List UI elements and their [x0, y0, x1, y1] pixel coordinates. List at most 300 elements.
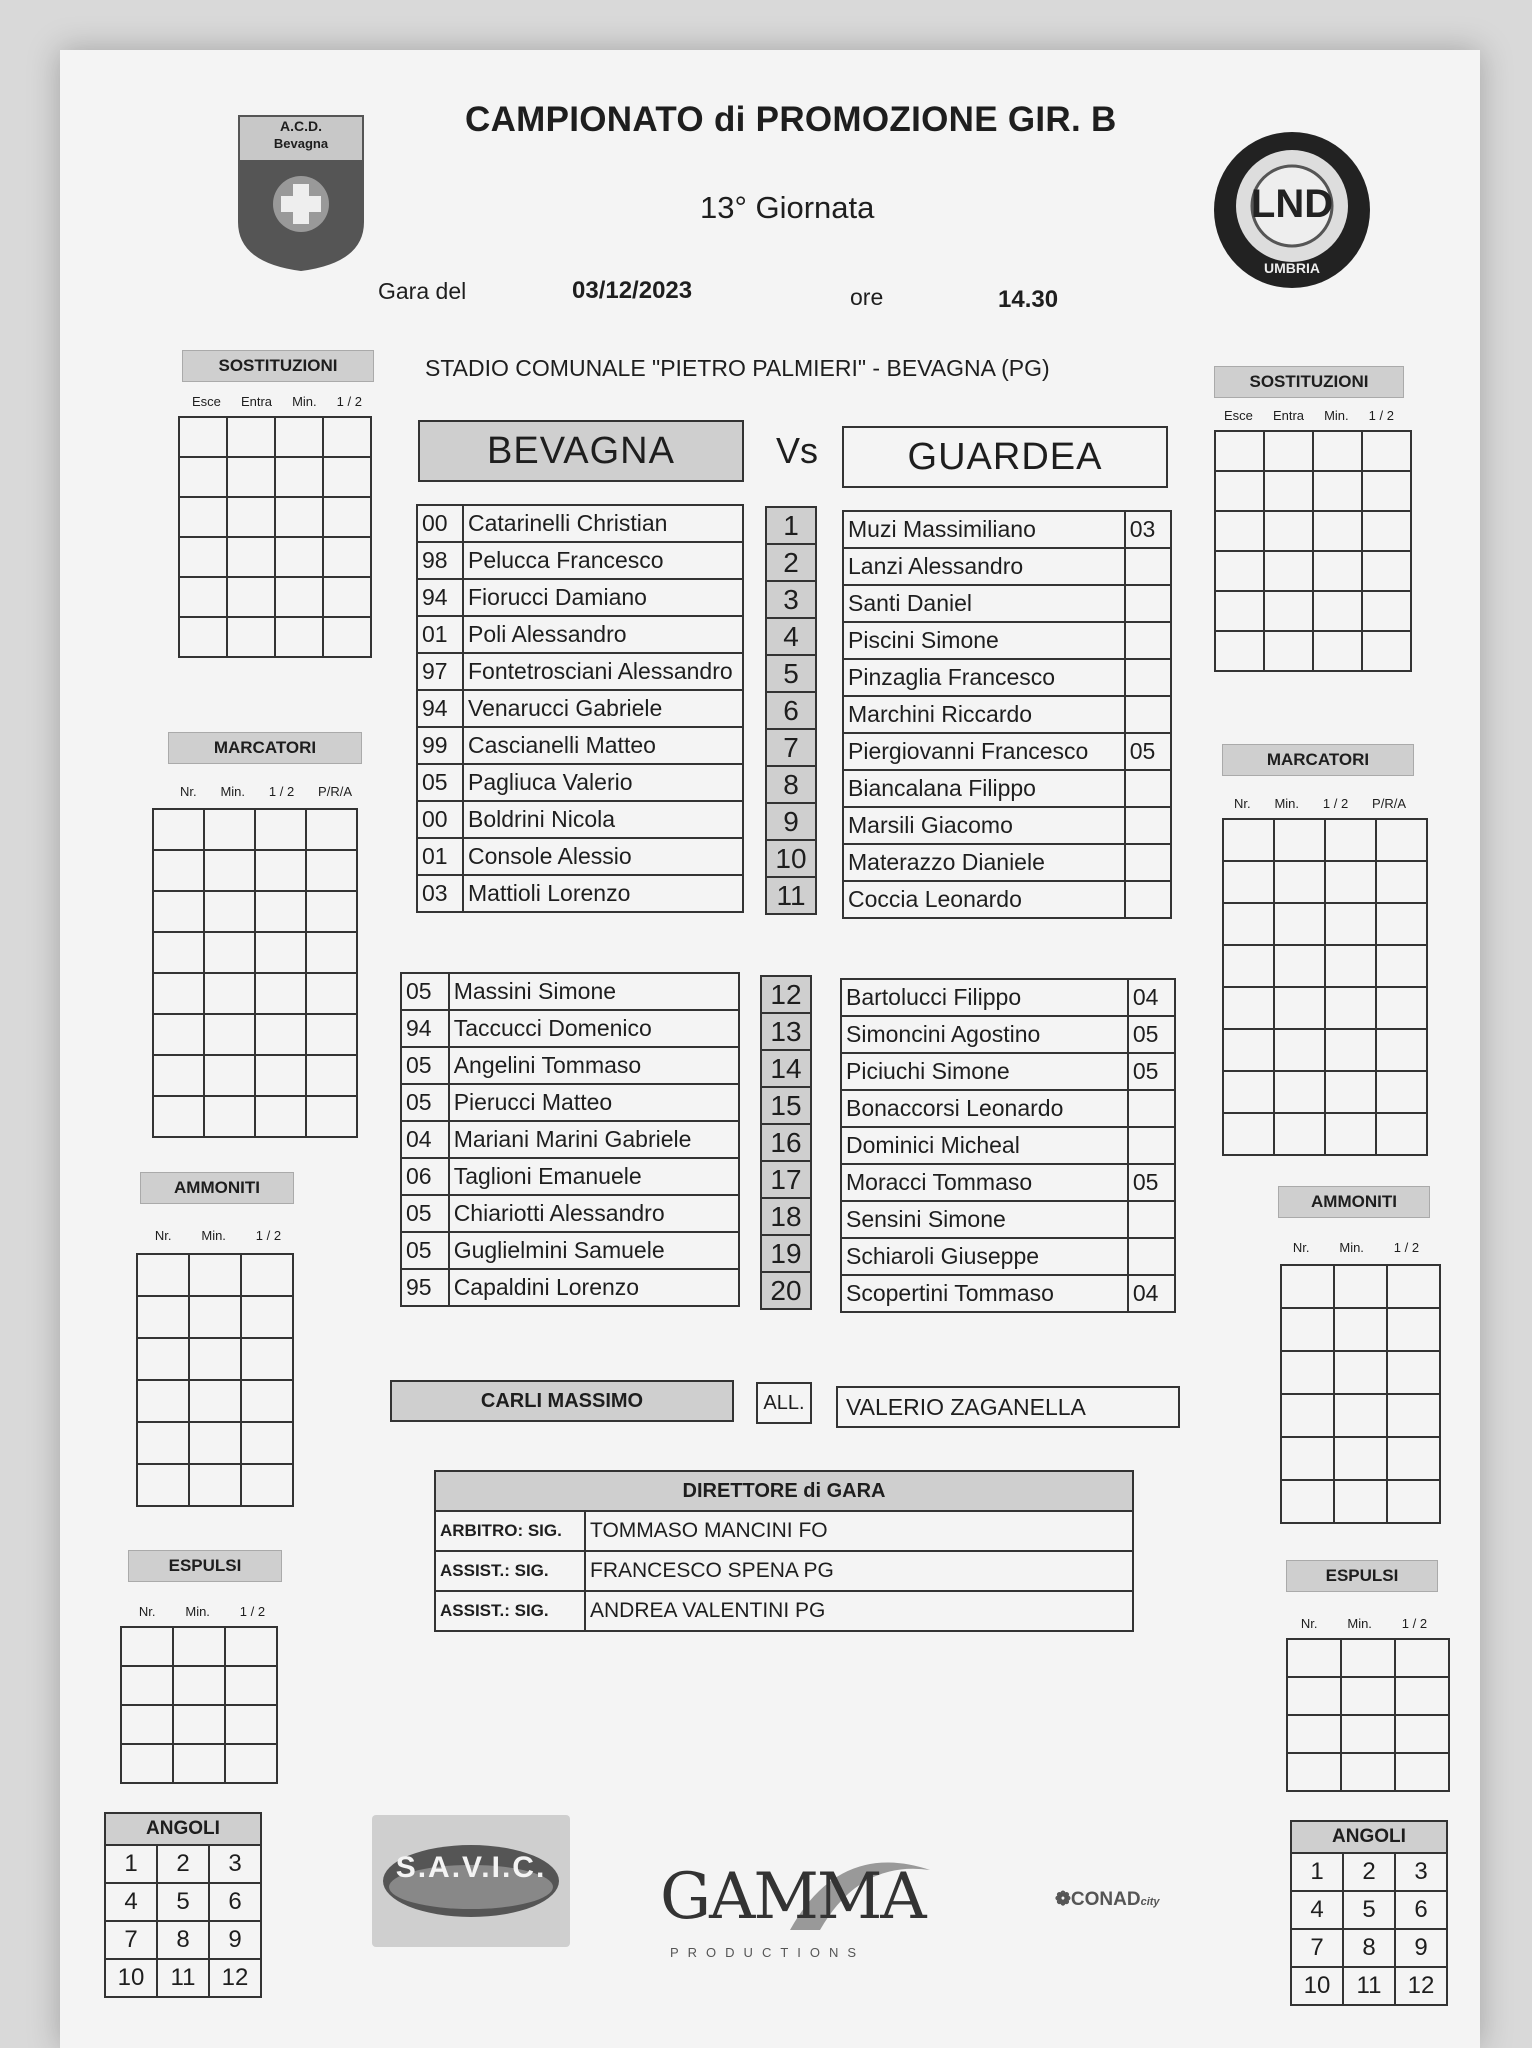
player-birth-year: [1125, 622, 1171, 659]
angoli-row: [105, 1845, 261, 1883]
empty-cell[interactable]: [1274, 1029, 1325, 1071]
corner-number: 12: [1395, 1967, 1447, 2005]
player-name: Mattioli Lorenzo: [463, 875, 743, 912]
empty-cell[interactable]: [1334, 1480, 1387, 1523]
empty-cell[interactable]: [1313, 511, 1362, 551]
empty-cell[interactable]: [121, 1666, 173, 1705]
conad-text: CONAD: [1070, 1889, 1141, 1910]
shirt-number-row: [766, 618, 816, 655]
grid-row: [153, 891, 357, 932]
empty-cell[interactable]: [153, 1096, 204, 1137]
empty-cell[interactable]: [204, 973, 255, 1014]
empty-cell[interactable]: [255, 850, 306, 891]
empty-cell[interactable]: [179, 457, 227, 497]
empty-cell[interactable]: [1376, 861, 1427, 903]
empty-cell[interactable]: [153, 809, 204, 850]
player-name: Piciuchi Simone: [841, 1053, 1128, 1090]
empty-cell[interactable]: [306, 1096, 357, 1137]
player-name: Fiorucci Damiano: [463, 579, 743, 616]
player-row: [417, 838, 743, 875]
left-ammoniti-label: AMMONITI: [140, 1172, 294, 1204]
empty-cell[interactable]: [225, 1705, 277, 1744]
empty-cell[interactable]: [225, 1627, 277, 1666]
empty-cell[interactable]: [1395, 1715, 1449, 1753]
empty-cell[interactable]: [173, 1666, 225, 1705]
referee-name: ANDREA VALENTINI PG: [585, 1591, 1133, 1631]
empty-cell[interactable]: [227, 537, 275, 577]
empty-cell[interactable]: [255, 1096, 306, 1137]
empty-cell[interactable]: [1274, 987, 1325, 1029]
corner-number: 8: [1343, 1929, 1395, 1967]
empty-cell[interactable]: [227, 497, 275, 537]
col-header: P/R/A: [1372, 796, 1407, 811]
empty-cell[interactable]: [1325, 987, 1376, 1029]
player-name: Guglielmini Samuele: [449, 1232, 739, 1269]
empty-cell[interactable]: [275, 537, 323, 577]
col-header: Nr.: [138, 1604, 156, 1619]
empty-cell[interactable]: [227, 617, 275, 657]
empty-cell[interactable]: [1215, 431, 1264, 471]
shirt-number: 17: [761, 1161, 811, 1198]
empty-cell[interactable]: [1362, 591, 1411, 631]
corner-number: 5: [157, 1883, 209, 1921]
empty-cell[interactable]: [1376, 945, 1427, 987]
empty-cell[interactable]: [204, 932, 255, 973]
empty-cell[interactable]: [1281, 1394, 1334, 1437]
empty-cell[interactable]: [1215, 471, 1264, 511]
empty-cell[interactable]: [1313, 631, 1362, 671]
player-row: [843, 696, 1171, 733]
left-sostituzioni-headers: [182, 394, 372, 409]
logo-right-subtext: UMBRIA: [1264, 260, 1320, 276]
empty-cell[interactable]: [323, 457, 371, 497]
shirt-number: 16: [761, 1124, 811, 1161]
empty-cell[interactable]: [255, 1014, 306, 1055]
empty-cell[interactable]: [189, 1464, 241, 1506]
shirt-number: 19: [761, 1235, 811, 1272]
gamma-sponsor-subtitle: PRODUCTIONS: [670, 1945, 866, 1960]
empty-cell[interactable]: [241, 1296, 293, 1338]
empty-cell[interactable]: [173, 1744, 225, 1783]
player-row: [843, 733, 1171, 770]
empty-cell[interactable]: [1223, 819, 1274, 861]
player-row: [841, 1238, 1175, 1275]
grid-row: [1223, 903, 1427, 945]
conad-suffix: city: [1140, 1896, 1160, 1908]
player-birth-year: [1128, 1238, 1175, 1275]
player-birth-year: 01: [417, 838, 463, 875]
empty-cell[interactable]: [173, 1627, 225, 1666]
empty-cell[interactable]: [1325, 903, 1376, 945]
player-birth-year: 04: [1128, 979, 1175, 1016]
empty-cell[interactable]: [1281, 1308, 1334, 1351]
empty-cell[interactable]: [255, 1055, 306, 1096]
away-coach: VALERIO ZAGANELLA: [836, 1386, 1180, 1428]
corner-number: 3: [209, 1845, 261, 1883]
empty-cell[interactable]: [204, 850, 255, 891]
empty-cell[interactable]: [1215, 511, 1264, 551]
angoli-row: [1291, 1929, 1447, 1967]
empty-cell[interactable]: [179, 497, 227, 537]
empty-cell[interactable]: [323, 497, 371, 537]
empty-cell[interactable]: [1223, 1071, 1274, 1113]
empty-cell[interactable]: [1334, 1437, 1387, 1480]
corner-number: 9: [209, 1921, 261, 1959]
empty-cell[interactable]: [153, 973, 204, 1014]
col-header: Nr.: [179, 784, 197, 799]
corner-number: 6: [209, 1883, 261, 1921]
empty-cell[interactable]: [1334, 1394, 1387, 1437]
empty-cell[interactable]: [189, 1338, 241, 1380]
grid-row: [1215, 551, 1411, 591]
col-header: Min.: [1274, 796, 1299, 811]
savic-sponsor-logo: [372, 1815, 570, 1947]
grid-row: [153, 1014, 357, 1055]
empty-cell[interactable]: [241, 1464, 293, 1506]
shirt-number-row: [766, 692, 816, 729]
col-header: 1 / 2: [1393, 1240, 1420, 1255]
player-birth-year: 03: [1125, 511, 1171, 548]
corner-number: 10: [105, 1959, 157, 1997]
empty-cell[interactable]: [306, 973, 357, 1014]
player-row: [417, 801, 743, 838]
player-birth-year: 00: [417, 801, 463, 838]
grid-row: [179, 577, 371, 617]
angoli-heading: ANGOLI: [1291, 1821, 1447, 1853]
shirt-number: 11: [766, 877, 816, 914]
empty-cell[interactable]: [1325, 819, 1376, 861]
bevagna-club-logo: [235, 112, 367, 272]
empty-cell[interactable]: [1287, 1677, 1341, 1715]
empty-cell[interactable]: [306, 1055, 357, 1096]
empty-cell[interactable]: [1223, 1029, 1274, 1071]
empty-cell[interactable]: [153, 932, 204, 973]
empty-cell[interactable]: [121, 1744, 173, 1783]
col-header: 1 / 2: [1322, 796, 1349, 811]
player-name: Sensini Simone: [841, 1201, 1128, 1238]
match-date-label: Gara del: [378, 278, 467, 304]
empty-cell[interactable]: [1313, 471, 1362, 511]
empty-cell[interactable]: [153, 891, 204, 932]
empty-cell[interactable]: [275, 497, 323, 537]
shirt-number-row: [761, 1272, 811, 1309]
empty-cell[interactable]: [255, 809, 306, 850]
conad-sponsor-logo: [1055, 1888, 1160, 1911]
home-coach: CARLI MASSIMO: [390, 1380, 734, 1422]
empty-cell[interactable]: [1215, 591, 1264, 631]
empty-cell[interactable]: [1215, 631, 1264, 671]
empty-cell[interactable]: [255, 891, 306, 932]
empty-cell[interactable]: [1264, 511, 1313, 551]
empty-cell[interactable]: [1334, 1265, 1387, 1308]
empty-cell[interactable]: [1387, 1394, 1440, 1437]
empty-cell[interactable]: [1395, 1677, 1449, 1715]
empty-cell[interactable]: [306, 809, 357, 850]
empty-cell[interactable]: [137, 1338, 189, 1380]
right-espulsi-headers: [1286, 1616, 1442, 1631]
empty-cell[interactable]: [121, 1627, 173, 1666]
player-name: Boldrini Nicola: [463, 801, 743, 838]
empty-cell[interactable]: [1376, 1113, 1427, 1155]
empty-cell[interactable]: [137, 1254, 189, 1296]
empty-cell[interactable]: [1281, 1437, 1334, 1480]
empty-cell[interactable]: [1325, 1113, 1376, 1155]
player-row: [417, 764, 743, 801]
empty-cell[interactable]: [227, 457, 275, 497]
empty-cell[interactable]: [1325, 1029, 1376, 1071]
grid-row: [1281, 1437, 1440, 1480]
empty-cell[interactable]: [1387, 1308, 1440, 1351]
empty-cell[interactable]: [137, 1380, 189, 1422]
player-row: [401, 1269, 739, 1306]
player-name: Massini Simone: [449, 973, 739, 1010]
grid-row: [1281, 1480, 1440, 1523]
corner-number: 1: [105, 1845, 157, 1883]
grid-row: [179, 417, 371, 457]
player-name: Santi Daniel: [843, 585, 1125, 622]
empty-cell[interactable]: [323, 537, 371, 577]
empty-cell[interactable]: [1274, 861, 1325, 903]
player-name: Cascianelli Matteo: [463, 727, 743, 764]
empty-cell[interactable]: [1362, 511, 1411, 551]
player-row: [841, 1090, 1175, 1127]
player-birth-year: 05: [401, 1232, 449, 1269]
empty-cell[interactable]: [225, 1666, 277, 1705]
empty-cell[interactable]: [227, 577, 275, 617]
empty-cell[interactable]: [1395, 1753, 1449, 1791]
empty-cell[interactable]: [1281, 1265, 1334, 1308]
empty-cell[interactable]: [227, 417, 275, 457]
logo-left-text-1: A.C.D.: [280, 118, 322, 134]
referee-role: ASSIST.: SIG.: [435, 1551, 585, 1591]
grid-row: [137, 1422, 293, 1464]
player-row: [843, 881, 1171, 918]
empty-cell[interactable]: [1274, 1071, 1325, 1113]
player-birth-year: 04: [401, 1121, 449, 1158]
empty-cell[interactable]: [306, 891, 357, 932]
empty-cell[interactable]: [189, 1296, 241, 1338]
empty-cell[interactable]: [204, 1055, 255, 1096]
empty-cell[interactable]: [1362, 551, 1411, 591]
empty-cell[interactable]: [1362, 471, 1411, 511]
corner-number: 3: [1395, 1853, 1447, 1891]
empty-cell[interactable]: [1215, 551, 1264, 591]
shirt-number-row: [761, 1124, 811, 1161]
empty-cell[interactable]: [225, 1744, 277, 1783]
col-header: Nr.: [1233, 796, 1251, 811]
empty-cell[interactable]: [1376, 903, 1427, 945]
angoli-row: [1291, 1891, 1447, 1929]
left-sostituzioni-grid: [178, 416, 372, 658]
empty-cell[interactable]: [1387, 1265, 1440, 1308]
empty-cell[interactable]: [153, 850, 204, 891]
player-row: [401, 1047, 739, 1084]
empty-cell[interactable]: [1341, 1639, 1395, 1677]
empty-cell[interactable]: [306, 850, 357, 891]
empty-cell[interactable]: [1264, 591, 1313, 631]
empty-cell[interactable]: [1313, 591, 1362, 631]
empty-cell[interactable]: [1376, 987, 1427, 1029]
empty-cell[interactable]: [323, 577, 371, 617]
empty-cell[interactable]: [1274, 945, 1325, 987]
empty-cell[interactable]: [121, 1705, 173, 1744]
empty-cell[interactable]: [1395, 1639, 1449, 1677]
shirt-number-row: [766, 803, 816, 840]
empty-cell[interactable]: [189, 1380, 241, 1422]
empty-cell[interactable]: [1387, 1351, 1440, 1394]
player-row: [417, 727, 743, 764]
referee-role: ARBITRO: SIG.: [435, 1511, 585, 1551]
empty-cell[interactable]: [137, 1422, 189, 1464]
empty-cell[interactable]: [275, 417, 323, 457]
empty-cell[interactable]: [1264, 431, 1313, 471]
empty-cell[interactable]: [275, 577, 323, 617]
empty-cell[interactable]: [1376, 819, 1427, 861]
empty-cell[interactable]: [1264, 471, 1313, 511]
player-name: Materazzo Dianiele: [843, 844, 1125, 881]
corner-number: 4: [105, 1883, 157, 1921]
empty-cell[interactable]: [173, 1705, 225, 1744]
gamma-sponsor-logo: GAMMA: [660, 1860, 925, 1934]
empty-cell[interactable]: [1223, 987, 1274, 1029]
empty-cell[interactable]: [1325, 861, 1376, 903]
empty-cell[interactable]: [1313, 431, 1362, 471]
right-marcatori-label: MARCATORI: [1222, 744, 1414, 776]
grid-row: [137, 1254, 293, 1296]
right-ammoniti-headers: [1278, 1240, 1434, 1255]
referee-row: [435, 1551, 1133, 1591]
empty-cell[interactable]: [1325, 1071, 1376, 1113]
empty-cell[interactable]: [153, 1055, 204, 1096]
grid-row: [1215, 631, 1411, 671]
empty-cell[interactable]: [179, 417, 227, 457]
empty-cell[interactable]: [1274, 1113, 1325, 1155]
empty-cell[interactable]: [179, 577, 227, 617]
empty-cell[interactable]: [1281, 1351, 1334, 1394]
referee-row: [435, 1591, 1133, 1631]
grid-row: [153, 850, 357, 891]
empty-cell[interactable]: [1264, 551, 1313, 591]
empty-cell[interactable]: [1313, 551, 1362, 591]
player-birth-year: 05: [401, 1195, 449, 1232]
empty-cell[interactable]: [241, 1338, 293, 1380]
empty-cell[interactable]: [241, 1254, 293, 1296]
empty-cell[interactable]: [1341, 1715, 1395, 1753]
empty-cell[interactable]: [1264, 631, 1313, 671]
empty-cell[interactable]: [306, 932, 357, 973]
player-name: Catarinelli Christian: [463, 505, 743, 542]
empty-cell[interactable]: [204, 891, 255, 932]
player-row: [843, 770, 1171, 807]
player-name: Scopertini Tommaso: [841, 1275, 1128, 1312]
empty-cell[interactable]: [137, 1296, 189, 1338]
player-row: [417, 505, 743, 542]
player-name: Angelini Tommaso: [449, 1047, 739, 1084]
shirt-number: 7: [766, 729, 816, 766]
shirt-number-row: [761, 976, 811, 1013]
empty-cell[interactable]: [1287, 1715, 1341, 1753]
player-name: Lanzi Alessandro: [843, 548, 1125, 585]
away-starters-table: [842, 510, 1172, 919]
empty-cell[interactable]: [204, 1014, 255, 1055]
player-birth-year: [1128, 1090, 1175, 1127]
grid-row: [1223, 945, 1427, 987]
empty-cell[interactable]: [1334, 1308, 1387, 1351]
empty-cell[interactable]: [1387, 1480, 1440, 1523]
empty-cell[interactable]: [1223, 1113, 1274, 1155]
col-header: 1 / 2: [268, 784, 295, 799]
empty-cell[interactable]: [306, 1014, 357, 1055]
empty-cell[interactable]: [275, 617, 323, 657]
shirt-number-row: [766, 840, 816, 877]
player-name: Schiaroli Giuseppe: [841, 1238, 1128, 1275]
logo-left-text-2: Bevagna: [273, 136, 329, 151]
empty-cell[interactable]: [1287, 1639, 1341, 1677]
empty-cell[interactable]: [1341, 1753, 1395, 1791]
empty-cell[interactable]: [137, 1464, 189, 1506]
shirt-number: 8: [766, 766, 816, 803]
empty-cell[interactable]: [189, 1254, 241, 1296]
angoli-row: [1291, 1967, 1447, 2005]
empty-cell[interactable]: [1287, 1753, 1341, 1791]
player-name: Chiariotti Alessandro: [449, 1195, 739, 1232]
empty-cell[interactable]: [255, 932, 306, 973]
empty-cell[interactable]: [1387, 1437, 1440, 1480]
angoli-heading: ANGOLI: [105, 1813, 261, 1845]
col-header: Nr.: [1292, 1240, 1310, 1255]
empty-cell[interactable]: [1376, 1029, 1427, 1071]
empty-cell[interactable]: [179, 537, 227, 577]
empty-cell[interactable]: [204, 809, 255, 850]
empty-cell[interactable]: [204, 1096, 255, 1137]
empty-cell[interactable]: [1223, 903, 1274, 945]
right-sostituzioni-headers: [1214, 408, 1404, 423]
empty-cell[interactable]: [1376, 1071, 1427, 1113]
empty-cell[interactable]: [1334, 1351, 1387, 1394]
empty-cell[interactable]: [323, 617, 371, 657]
player-name: Taglioni Emanuele: [449, 1158, 739, 1195]
grid-row: [1281, 1394, 1440, 1437]
shirt-number-row: [766, 581, 816, 618]
player-name: Piscini Simone: [843, 622, 1125, 659]
empty-cell[interactable]: [179, 617, 227, 657]
player-birth-year: 94: [417, 579, 463, 616]
empty-cell[interactable]: [1362, 431, 1411, 471]
empty-cell[interactable]: [1341, 1677, 1395, 1715]
empty-cell[interactable]: [1223, 945, 1274, 987]
player-row: [417, 579, 743, 616]
grid-row: [1223, 861, 1427, 903]
empty-cell[interactable]: [1223, 861, 1274, 903]
empty-cell[interactable]: [189, 1422, 241, 1464]
shirt-number: 5: [766, 655, 816, 692]
empty-cell[interactable]: [153, 1014, 204, 1055]
shirt-number-row: [766, 544, 816, 581]
empty-cell[interactable]: [1274, 819, 1325, 861]
empty-cell[interactable]: [1274, 903, 1325, 945]
empty-cell[interactable]: [1281, 1480, 1334, 1523]
empty-cell[interactable]: [255, 973, 306, 1014]
empty-cell[interactable]: [275, 457, 323, 497]
player-row: [417, 542, 743, 579]
empty-cell[interactable]: [241, 1422, 293, 1464]
empty-cell[interactable]: [323, 417, 371, 457]
empty-cell[interactable]: [1325, 945, 1376, 987]
empty-cell[interactable]: [241, 1380, 293, 1422]
logo-right-text: LND: [1250, 182, 1334, 226]
empty-cell[interactable]: [1362, 631, 1411, 671]
stadium-name: STADIO COMUNALE "PIETRO PALMIERI" - BEVAGNA (PG): [425, 355, 1050, 381]
